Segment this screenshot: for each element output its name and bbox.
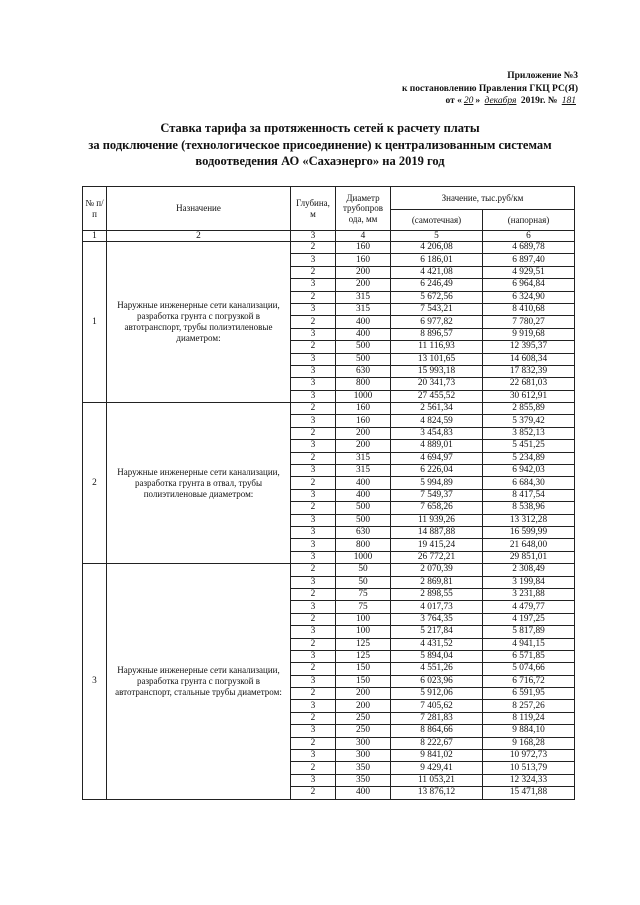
gravity-value-cell: 4 694,97: [391, 452, 483, 464]
pressure-value-cell: 6 942,03: [483, 465, 575, 477]
appendix-block: [402, 70, 578, 108]
pressure-value-cell: 5 379,42: [483, 415, 575, 427]
pressure-value-cell: 13 312,28: [483, 514, 575, 526]
depth-cell: 2: [291, 427, 336, 439]
pressure-value-cell: 3 852,13: [483, 427, 575, 439]
diameter-cell: 150: [336, 663, 391, 675]
diameter-cell: 500: [336, 353, 391, 365]
gravity-value-cell: 8 896,57: [391, 328, 483, 340]
gravity-value-cell: 9 429,41: [391, 762, 483, 774]
diameter-cell: 500: [336, 502, 391, 514]
pressure-value-cell: 2 308,49: [483, 564, 575, 576]
gravity-value-cell: 5 994,89: [391, 477, 483, 489]
index-cell: 5: [391, 231, 483, 242]
pressure-value-cell: 2 855,89: [483, 403, 575, 415]
diameter-cell: 400: [336, 328, 391, 340]
gravity-value-cell: 3 454,83: [391, 427, 483, 439]
diameter-cell: 150: [336, 675, 391, 687]
pressure-value-cell: 3 231,88: [483, 588, 575, 600]
diameter-cell: 200: [336, 279, 391, 291]
header-depth: Глубина, м: [291, 187, 336, 231]
gravity-value-cell: 5 217,84: [391, 626, 483, 638]
table-header: [83, 187, 575, 231]
gravity-value-cell: 4 431,52: [391, 638, 483, 650]
decree-date-line: [402, 95, 578, 108]
group-number: 3: [83, 564, 107, 799]
depth-cell: 3: [291, 626, 336, 638]
table-row: [83, 564, 575, 576]
pressure-value-cell: 10 513,79: [483, 762, 575, 774]
table-group: [83, 564, 575, 799]
diameter-cell: 400: [336, 477, 391, 489]
gravity-value-cell: 4 017,73: [391, 601, 483, 613]
depth-cell: 2: [291, 638, 336, 650]
diameter-cell: 160: [336, 242, 391, 254]
index-cell: 2: [107, 231, 291, 242]
diameter-cell: 200: [336, 700, 391, 712]
pressure-value-cell: 6 591,95: [483, 688, 575, 700]
gravity-value-cell: 19 415,24: [391, 539, 483, 551]
depth-cell: 3: [291, 526, 336, 538]
depth-cell: 3: [291, 440, 336, 452]
gravity-value-cell: 11 939,26: [391, 514, 483, 526]
depth-cell: 3: [291, 365, 336, 377]
header-value: Значение, тыс.руб/км: [391, 187, 575, 210]
diameter-cell: 1000: [336, 390, 391, 402]
diameter-cell: 800: [336, 378, 391, 390]
pressure-value-cell: 4 689,78: [483, 242, 575, 254]
diameter-cell: 100: [336, 626, 391, 638]
pressure-value-cell: 6 716,72: [483, 675, 575, 687]
diameter-cell: 160: [336, 254, 391, 266]
diameter-cell: 315: [336, 465, 391, 477]
pressure-value-cell: 8 417,54: [483, 489, 575, 501]
pressure-value-cell: 5 451,25: [483, 440, 575, 452]
gravity-value-cell: 7 549,37: [391, 489, 483, 501]
depth-cell: 3: [291, 390, 336, 402]
pressure-value-cell: 4 929,51: [483, 266, 575, 278]
date-month: декабря: [484, 96, 517, 106]
date-year: 2019г. №: [520, 96, 558, 106]
pressure-value-cell: 9 168,28: [483, 737, 575, 749]
gravity-value-cell: 7 281,83: [391, 712, 483, 724]
title-line-2: за подключение (технологическое присоединение) к централизованным системам: [88, 137, 552, 152]
group-description: Наружные инженерные сети канализации, разработка грунта в отвал, трубы полиэтиленовые диаметром:: [107, 403, 291, 564]
depth-cell: 2: [291, 762, 336, 774]
depth-cell: 2: [291, 452, 336, 464]
diameter-cell: 500: [336, 341, 391, 353]
depth-cell: 2: [291, 502, 336, 514]
diameter-cell: 350: [336, 774, 391, 786]
header-purpose: Назначение: [107, 187, 291, 231]
pressure-value-cell: 6 571,85: [483, 650, 575, 662]
depth-cell: 3: [291, 353, 336, 365]
depth-cell: 3: [291, 700, 336, 712]
pressure-value-cell: 30 612,91: [483, 390, 575, 402]
index-cell: 1: [83, 231, 107, 242]
gravity-value-cell: 2 869,81: [391, 576, 483, 588]
table-group: [83, 403, 575, 564]
gravity-value-cell: 6 226,04: [391, 465, 483, 477]
depth-cell: 2: [291, 291, 336, 303]
diameter-cell: 1000: [336, 551, 391, 563]
diameter-cell: 630: [336, 365, 391, 377]
gravity-value-cell: 5 672,56: [391, 291, 483, 303]
gravity-value-cell: 6 023,96: [391, 675, 483, 687]
pressure-value-cell: 22 681,03: [483, 378, 575, 390]
depth-cell: 3: [291, 601, 336, 613]
pressure-value-cell: 15 471,88: [483, 787, 575, 799]
depth-cell: 3: [291, 328, 336, 340]
pressure-value-cell: 21 648,00: [483, 539, 575, 551]
pressure-value-cell: 10 972,73: [483, 750, 575, 762]
pressure-value-cell: 16 599,99: [483, 526, 575, 538]
pressure-value-cell: 4 197,25: [483, 613, 575, 625]
depth-cell: 3: [291, 650, 336, 662]
depth-cell: 2: [291, 316, 336, 328]
depth-cell: 2: [291, 242, 336, 254]
header-gravity: (самотечная): [391, 210, 483, 231]
gravity-value-cell: 11 116,93: [391, 341, 483, 353]
table-group: [83, 242, 575, 403]
depth-cell: 3: [291, 774, 336, 786]
gravity-value-cell: 3 764,35: [391, 613, 483, 625]
gravity-value-cell: 6 977,82: [391, 316, 483, 328]
gravity-value-cell: 2 898,55: [391, 588, 483, 600]
diameter-cell: 100: [336, 613, 391, 625]
diameter-cell: 50: [336, 576, 391, 588]
header-pressure: (напорная): [483, 210, 575, 231]
diameter-cell: 300: [336, 750, 391, 762]
gravity-value-cell: 4 551,26: [391, 663, 483, 675]
gravity-value-cell: 2 561,34: [391, 403, 483, 415]
depth-cell: 3: [291, 465, 336, 477]
table-row: [83, 403, 575, 415]
pressure-value-cell: 5 074,66: [483, 663, 575, 675]
gravity-value-cell: 6 246,49: [391, 279, 483, 291]
depth-cell: 3: [291, 576, 336, 588]
depth-cell: 2: [291, 341, 336, 353]
gravity-value-cell: 7 543,21: [391, 303, 483, 315]
pressure-value-cell: 8 257,26: [483, 700, 575, 712]
date-mid: »: [475, 96, 481, 106]
index-cell: 4: [336, 231, 391, 242]
gravity-value-cell: 14 887,88: [391, 526, 483, 538]
pressure-value-cell: 3 199,84: [483, 576, 575, 588]
index-cell: 6: [483, 231, 575, 242]
depth-cell: 3: [291, 279, 336, 291]
depth-cell: 3: [291, 378, 336, 390]
gravity-value-cell: 20 341,73: [391, 378, 483, 390]
pressure-value-cell: 6 897,40: [483, 254, 575, 266]
depth-cell: 3: [291, 539, 336, 551]
pressure-value-cell: 4 479,77: [483, 601, 575, 613]
pressure-value-cell: 9 884,10: [483, 725, 575, 737]
diameter-cell: 400: [336, 787, 391, 799]
pressure-value-cell: 5 817,89: [483, 626, 575, 638]
diameter-cell: 250: [336, 712, 391, 724]
depth-cell: 2: [291, 663, 336, 675]
gravity-value-cell: 5 912,06: [391, 688, 483, 700]
gravity-value-cell: 27 455,52: [391, 390, 483, 402]
group-number: 2: [83, 403, 107, 564]
gravity-value-cell: 8 864,66: [391, 725, 483, 737]
index-cell: 3: [291, 231, 336, 242]
pressure-value-cell: 6 324,90: [483, 291, 575, 303]
gravity-value-cell: 2 070,39: [391, 564, 483, 576]
gravity-value-cell: 7 658,26: [391, 502, 483, 514]
depth-cell: 2: [291, 712, 336, 724]
pressure-value-cell: 6 684,30: [483, 477, 575, 489]
decree-reference: к постановлению Правления ГКЦ РС(Я): [401, 83, 578, 94]
title-line-1: Ставка тарифа за протяженность сетей к расчету платы: [160, 121, 480, 135]
depth-cell: 2: [291, 477, 336, 489]
diameter-cell: 75: [336, 588, 391, 600]
gravity-value-cell: 8 222,67: [391, 737, 483, 749]
diameter-cell: 250: [336, 725, 391, 737]
diameter-cell: 315: [336, 291, 391, 303]
diameter-cell: 125: [336, 650, 391, 662]
document-title: [60, 120, 580, 170]
gravity-value-cell: 5 894,04: [391, 650, 483, 662]
gravity-value-cell: 26 772,21: [391, 551, 483, 563]
group-number: 1: [83, 242, 107, 403]
pressure-value-cell: 8 410,68: [483, 303, 575, 315]
diameter-cell: 75: [336, 601, 391, 613]
depth-cell: 3: [291, 750, 336, 762]
pressure-value-cell: 8 119,24: [483, 712, 575, 724]
gravity-value-cell: 11 053,21: [391, 774, 483, 786]
pressure-value-cell: 4 941,15: [483, 638, 575, 650]
diameter-cell: 200: [336, 427, 391, 439]
date-prefix: от «: [445, 96, 462, 106]
depth-cell: 2: [291, 688, 336, 700]
appendix-label: Приложение №3: [507, 71, 578, 81]
tariff-table: [82, 186, 575, 800]
depth-cell: 3: [291, 489, 336, 501]
gravity-value-cell: 4 889,01: [391, 440, 483, 452]
diameter-cell: 200: [336, 688, 391, 700]
depth-cell: 2: [291, 266, 336, 278]
diameter-cell: 300: [336, 737, 391, 749]
gravity-value-cell: 7 405,62: [391, 700, 483, 712]
header-diameter: Диаметр трубопров ода, мм: [336, 187, 391, 231]
gravity-value-cell: 6 186,01: [391, 254, 483, 266]
diameter-cell: 160: [336, 415, 391, 427]
pressure-value-cell: 6 964,84: [483, 279, 575, 291]
depth-cell: 3: [291, 415, 336, 427]
gravity-value-cell: 15 993,18: [391, 365, 483, 377]
depth-cell: 3: [291, 725, 336, 737]
depth-cell: 3: [291, 551, 336, 563]
diameter-cell: 315: [336, 303, 391, 315]
diameter-cell: 315: [336, 452, 391, 464]
pressure-value-cell: 17 832,39: [483, 365, 575, 377]
depth-cell: 3: [291, 514, 336, 526]
date-day: 20: [463, 96, 474, 106]
diameter-cell: 50: [336, 564, 391, 576]
diameter-cell: 400: [336, 489, 391, 501]
column-index-row: [83, 231, 575, 242]
pressure-value-cell: 14 608,34: [483, 353, 575, 365]
pressure-value-cell: 29 851,01: [483, 551, 575, 563]
depth-cell: 2: [291, 403, 336, 415]
depth-cell: 2: [291, 588, 336, 600]
diameter-cell: 160: [336, 403, 391, 415]
pressure-value-cell: 7 780,27: [483, 316, 575, 328]
depth-cell: 3: [291, 303, 336, 315]
decree-number: 181: [561, 96, 576, 106]
diameter-cell: 350: [336, 762, 391, 774]
group-description: Наружные инженерные сети канализации, разработка грунта с погрузкой в автотранспорт, трубы полиэтиленовые диаметром:: [107, 242, 291, 403]
depth-cell: 3: [291, 675, 336, 687]
gravity-value-cell: 13 101,65: [391, 353, 483, 365]
depth-cell: 2: [291, 737, 336, 749]
gravity-value-cell: 4 206,08: [391, 242, 483, 254]
pressure-value-cell: 8 538,96: [483, 502, 575, 514]
group-description: Наружные инженерные сети канализации, разработка грунта с погрузкой в автотранспорт, стальные трубы диаметром:: [107, 564, 291, 799]
pressure-value-cell: 9 919,68: [483, 328, 575, 340]
pressure-value-cell: 12 324,33: [483, 774, 575, 786]
header-num: № п/п: [83, 187, 107, 231]
gravity-value-cell: 13 876,12: [391, 787, 483, 799]
depth-cell: 2: [291, 613, 336, 625]
diameter-cell: 200: [336, 440, 391, 452]
table-row: [83, 242, 575, 254]
depth-cell: 3: [291, 254, 336, 266]
diameter-cell: 630: [336, 526, 391, 538]
diameter-cell: 800: [336, 539, 391, 551]
pressure-value-cell: 12 395,37: [483, 341, 575, 353]
diameter-cell: 500: [336, 514, 391, 526]
diameter-cell: 200: [336, 266, 391, 278]
pressure-value-cell: 5 234,89: [483, 452, 575, 464]
diameter-cell: 125: [336, 638, 391, 650]
gravity-value-cell: 4 824,59: [391, 415, 483, 427]
diameter-cell: 400: [336, 316, 391, 328]
title-line-3: водоотведения АО «Сахаэнерго» на 2019 год: [195, 154, 445, 168]
gravity-value-cell: 9 841,02: [391, 750, 483, 762]
depth-cell: 2: [291, 787, 336, 799]
gravity-value-cell: 4 421,08: [391, 266, 483, 278]
depth-cell: 2: [291, 564, 336, 576]
